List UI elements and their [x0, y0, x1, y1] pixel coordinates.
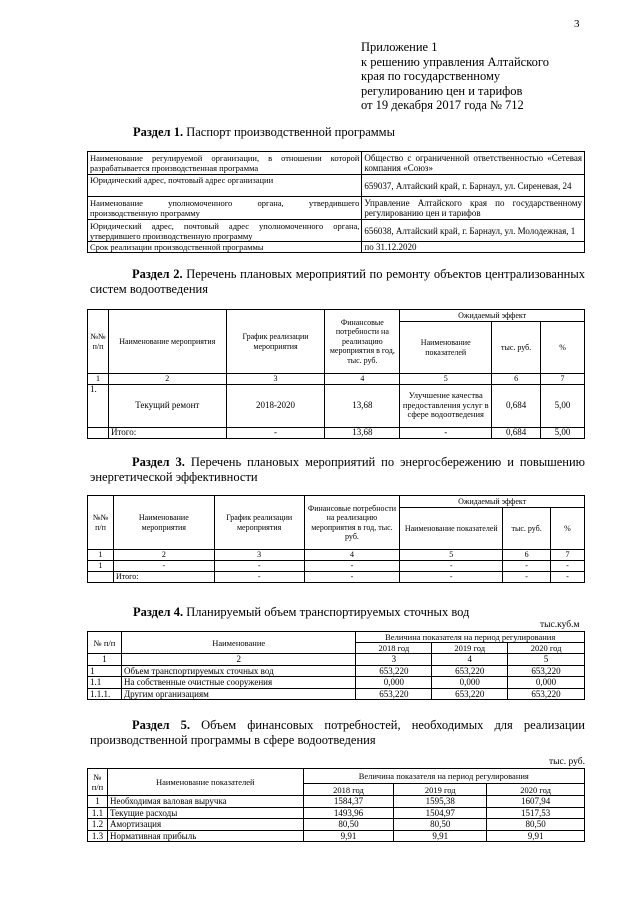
- col-header-name: Наименование показателей: [107, 769, 303, 796]
- col-number: 1: [88, 550, 114, 561]
- financial-table: [87, 768, 585, 842]
- row-percent: 5,00: [541, 384, 585, 427]
- total-label: Итого:: [113, 572, 214, 583]
- row-value: 1595,38: [394, 796, 487, 808]
- row-name: Другим организациям: [121, 688, 355, 700]
- total-label: Итого:: [108, 427, 226, 438]
- col-header-year: 2020 год: [487, 784, 585, 796]
- table-header-row: [88, 496, 585, 508]
- col-header-indicator: Наименование показателей: [400, 508, 503, 550]
- col-header-indicator: Наименование показателей: [400, 322, 492, 374]
- passport-value: Общество с ограниченной ответственностью «Сетевая компания «Союз»: [362, 152, 585, 175]
- total-thousand: -: [503, 572, 551, 583]
- col-header-num: №№ п/п: [88, 310, 109, 374]
- total-schedule: -: [226, 427, 325, 438]
- row-value: 1584,37: [303, 796, 394, 808]
- energy-table: [87, 495, 585, 583]
- wastewater-table: [87, 631, 585, 700]
- row-num: 1.1: [88, 677, 122, 689]
- row-num: 1: [88, 561, 114, 572]
- col-header-period: Величина показателя на период регулирования: [356, 632, 585, 643]
- row-value: 1504,97: [394, 807, 487, 819]
- row-value: 653,220: [432, 688, 508, 700]
- col-header-finance: Финансовые потребности на реализацию мероприятия в год, тыс. руб.: [304, 496, 400, 550]
- total-indicator: -: [400, 572, 503, 583]
- column-number-row: [88, 550, 585, 561]
- col-header-period: Величина показателя на период регулирования: [303, 769, 584, 784]
- col-number: 7: [551, 550, 585, 561]
- section1-title: [133, 125, 395, 140]
- section3-title: [90, 455, 585, 485]
- table-row: [88, 665, 585, 677]
- table-row: [88, 796, 585, 808]
- passport-value: 659037, Алтайский край, г. Барнаул, ул. Сиреневая, 24: [362, 175, 585, 197]
- column-number-row: [88, 654, 585, 666]
- col-number: 1: [88, 374, 109, 385]
- col-header-effect: Ожидаемый эффект: [400, 496, 585, 508]
- row-value: 1493,96: [303, 807, 394, 819]
- table-row: [88, 175, 585, 197]
- col-header-name: Наименование мероприятия: [108, 310, 226, 374]
- col-number: 7: [541, 374, 585, 385]
- col-number: 5: [400, 550, 503, 561]
- row-value: 1607,94: [487, 796, 585, 808]
- col-number: 4: [325, 374, 400, 385]
- col-number: 2: [108, 374, 226, 385]
- row-value: 653,220: [432, 665, 508, 677]
- col-header-schedule: График реализации мероприятия: [226, 310, 325, 374]
- col-number: 6: [503, 550, 551, 561]
- passport-label: Наименование регулируемой организации, в отношении которой разрабатывается производственная программа: [88, 152, 362, 175]
- col-number: 5: [400, 374, 492, 385]
- table-row: [88, 242, 585, 253]
- col-header-year: 2019 год: [432, 643, 508, 654]
- col-header-num: №№ п/п: [88, 496, 114, 550]
- row-percent: -: [551, 561, 585, 572]
- row-value: 80,50: [303, 819, 394, 831]
- row-thousand: 0,684: [492, 384, 541, 427]
- row-name: На собственные очистные сооружения: [121, 677, 355, 689]
- passport-label: Срок реализации производственной программы: [88, 242, 362, 253]
- row-finance: 13,68: [325, 384, 400, 427]
- col-number: 5: [508, 654, 585, 666]
- section4-prefix: Раздел 4.: [133, 605, 184, 619]
- passport-value: по 31.12.2020: [362, 242, 585, 253]
- repair-table: [87, 309, 585, 439]
- col-number: 3: [226, 374, 325, 385]
- empty-cell: [88, 572, 114, 583]
- section5-prefix: Раздел 5.: [132, 718, 191, 732]
- section2-title: [90, 267, 585, 297]
- col-number: 6: [492, 374, 541, 385]
- table-row: [88, 688, 585, 700]
- col-number: 2: [121, 654, 355, 666]
- row-value: 653,220: [356, 665, 432, 677]
- annex-line: Приложение 1: [361, 40, 438, 54]
- row-num: 1: [88, 796, 108, 808]
- total-finance: -: [304, 572, 400, 583]
- row-value: 9,91: [487, 830, 585, 842]
- table-row: [88, 561, 585, 572]
- annex-line: к решению управления Алтайского: [361, 54, 549, 69]
- table-row: [88, 152, 585, 175]
- row-value: 0,000: [508, 677, 585, 689]
- passport-value: Управление Алтайского края по государственному регулированию цен и тарифов: [362, 197, 585, 220]
- total-thousand: 0,684: [492, 427, 541, 438]
- table-row: [88, 384, 585, 427]
- row-name: Необходимая валовая выручка: [107, 796, 303, 808]
- row-num: 1: [88, 665, 122, 677]
- row-value: 80,50: [394, 819, 487, 831]
- row-name: Амортизация: [107, 819, 303, 831]
- row-indicator: -: [400, 561, 503, 572]
- annex-line: от 19 декабря 2017 года № 712: [361, 98, 524, 112]
- row-value: 9,91: [303, 830, 394, 842]
- col-number: 1: [88, 654, 122, 666]
- row-thousand: -: [503, 561, 551, 572]
- table-row: [88, 677, 585, 689]
- row-num: 1.3: [88, 830, 108, 842]
- table-header-row: [88, 769, 585, 784]
- total-finance: 13,68: [325, 427, 400, 438]
- row-num: 1.2: [88, 819, 108, 831]
- row-value: 653,220: [508, 665, 585, 677]
- passport-value: 656038, Алтайский край, г. Барнаул, ул. Молодежная, 1: [362, 220, 585, 242]
- col-header-effect: Ожидаемый эффект: [400, 310, 585, 322]
- section4-title-text: Планируемый объем транспортируемых сточных вод: [186, 605, 470, 619]
- col-number: 3: [214, 550, 304, 561]
- col-header-thousand: тыс. руб.: [503, 508, 551, 550]
- row-schedule: -: [214, 561, 304, 572]
- section4-title: [133, 605, 469, 620]
- table-row: [88, 830, 585, 842]
- row-num: 1.1: [88, 807, 108, 819]
- row-name: Нормативная прибыль: [107, 830, 303, 842]
- col-header-percent: %: [551, 508, 585, 550]
- row-value: 0,000: [432, 677, 508, 689]
- section1-prefix: Раздел 1.: [133, 125, 184, 139]
- total-percent: -: [551, 572, 585, 583]
- col-header-name: Наименование мероприятия: [113, 496, 214, 550]
- col-header-num: № п/п: [88, 769, 108, 796]
- section5-unit: тыс. руб.: [549, 757, 585, 767]
- section5-title-text: Объем финансовых потребностей, необходимых для реализации производственной программы в сфере водоотведения: [90, 718, 585, 747]
- col-header-year: 2018 год: [303, 784, 394, 796]
- row-name: Объем транспортируемых сточных вод: [121, 665, 355, 677]
- table-header-row: [88, 632, 585, 643]
- row-name: Текущий ремонт: [108, 384, 226, 427]
- column-number-row: [88, 374, 585, 385]
- section5-title: [90, 718, 585, 748]
- table-header-row: [88, 310, 585, 322]
- col-header-num: № п/п: [88, 632, 122, 654]
- total-row: [88, 427, 585, 438]
- section1-title-text: Паспорт производственной программы: [186, 125, 395, 139]
- passport-table: [87, 151, 585, 253]
- row-name: Текущие расходы: [107, 807, 303, 819]
- total-percent: 5,00: [541, 427, 585, 438]
- section3-prefix: Раздел 3.: [132, 455, 185, 469]
- col-header-finance: Финансовые потребности на реализацию мероприятия в год, тыс. руб.: [325, 310, 400, 374]
- col-header-year: 2019 год: [394, 784, 487, 796]
- col-header-thousand: тыс. руб.: [492, 322, 541, 374]
- row-name: -: [113, 561, 214, 572]
- row-value: 0,000: [356, 677, 432, 689]
- annex-block: [361, 40, 549, 113]
- table-row: [88, 220, 585, 242]
- col-number: 2: [113, 550, 214, 561]
- row-finance: -: [304, 561, 400, 572]
- col-header-year: 2020 год: [508, 643, 585, 654]
- row-value: 9,91: [394, 830, 487, 842]
- row-schedule: 2018-2020: [226, 384, 325, 427]
- col-header-year: 2018 год: [356, 643, 432, 654]
- passport-label: Наименование уполномоченного органа, утвердившего производственную программу: [88, 197, 362, 220]
- col-number: 4: [304, 550, 400, 561]
- annex-line: края по государственному: [361, 69, 501, 83]
- passport-label: Юридический адрес, почтовый адрес уполномоченного органа, утвердившего производственную программу: [88, 220, 362, 242]
- row-value: 1517,53: [487, 807, 585, 819]
- total-schedule: -: [214, 572, 304, 583]
- row-num: 1.1.1.: [88, 688, 122, 700]
- table-row: [88, 807, 585, 819]
- annex-line: регулированию цен и тарифов: [361, 83, 523, 98]
- section3-title-text: Перечень плановых мероприятий по энергосбережению и повышению энергетической эффективности: [90, 455, 586, 484]
- passport-label: Юридический адрес, почтовый адрес организации: [88, 175, 362, 197]
- row-value: 653,220: [356, 688, 432, 700]
- section4-unit: тыс.куб.м: [540, 620, 580, 630]
- col-number: 3: [356, 654, 432, 666]
- col-header-schedule: График реализации мероприятия: [214, 496, 304, 550]
- total-row: [88, 572, 585, 583]
- section2-prefix: Раздел 2.: [132, 267, 183, 281]
- page-number: 3: [574, 18, 580, 30]
- row-value: 80,50: [487, 819, 585, 831]
- row-value: 653,220: [508, 688, 585, 700]
- col-header-name: Наименование: [121, 632, 355, 654]
- table-row: [88, 819, 585, 831]
- row-indicator: Улучшение качества предоставления услуг в сфере водоотведения: [400, 384, 492, 427]
- section2-title-text: Перечень плановых мероприятий по ремонту объектов централизованных систем водоотведения: [90, 267, 585, 296]
- row-num: 1.: [88, 384, 109, 427]
- table-row: [88, 197, 585, 220]
- empty-cell: [88, 427, 109, 438]
- col-number: 4: [432, 654, 508, 666]
- col-header-percent: %: [541, 322, 585, 374]
- total-indicator: -: [400, 427, 492, 438]
